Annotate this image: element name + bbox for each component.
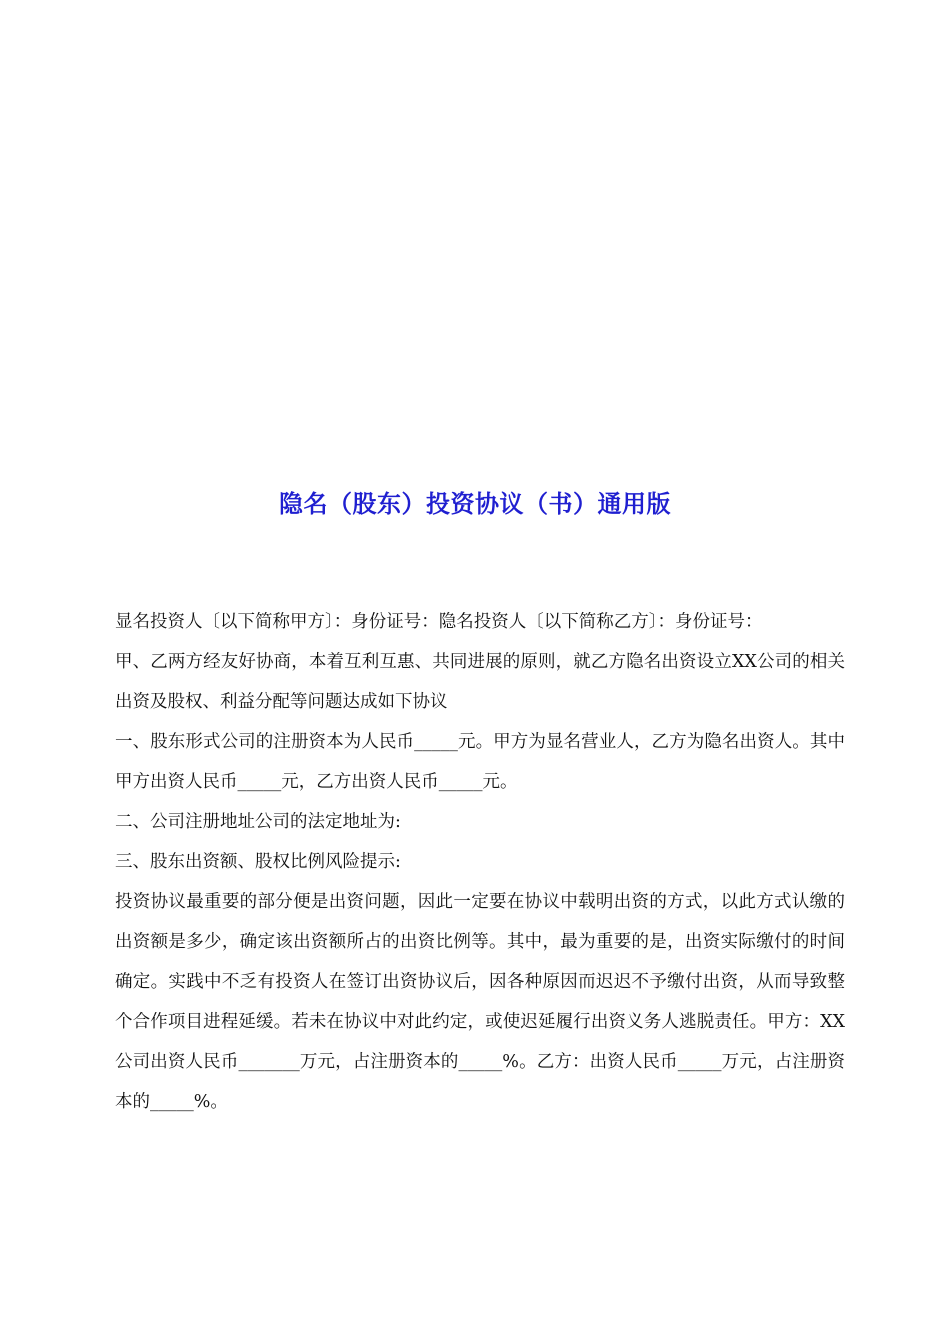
document-title: 隐名（股东）投资协议（书）通用版 — [279, 490, 671, 518]
paragraph-article-1: 一、股东形式公司的注册资本为人民币_____元。甲方为显名营业人，乙方为隐名出资人。其中甲方出资人民币_____元，乙方出资人民币_____元。 — [115, 732, 845, 792]
paragraph-parties: 显名投资人〔以下简称甲方〕：身份证号：隐名投资人〔以下简称乙方〕：身份证号： — [115, 612, 763, 632]
paragraph-article-2: 二、公司注册地址公司的法定地址为: — [115, 812, 401, 832]
paragraph-risk-notice: 投资协议最重要的部分便是出资问题，因此一定要在协议中载明出资的方式，以此方式认缴的出资额是多少，确定该出资额所占的出资比例等。其中，最为重要的是，出资实际缴付的时间确定。实践中不乏有投资人在签订出资协议后，因各种原因而迟迟不予缴付出资，从而导致整个合作项目进程延缓。若未在协议中对此约定，或使迟延履行出资义务人逃脱责任。甲方：XX公司出资人民币_______万元，占注册资本的_____%。乙方：出资人民币_____万元，占注册资本的_____%。 — [115, 892, 845, 1112]
paragraph-preamble: 甲、乙两方经友好协商，本着互利互惠、共同进展的原则，就乙方隐名出资设立XX公司的相关出资及股权、利益分配等问题达成如下协议 — [115, 652, 845, 712]
document-body — [115, 602, 845, 1122]
paragraph-article-3: 三、股东出资额、股权比例风险提示: — [115, 852, 401, 872]
